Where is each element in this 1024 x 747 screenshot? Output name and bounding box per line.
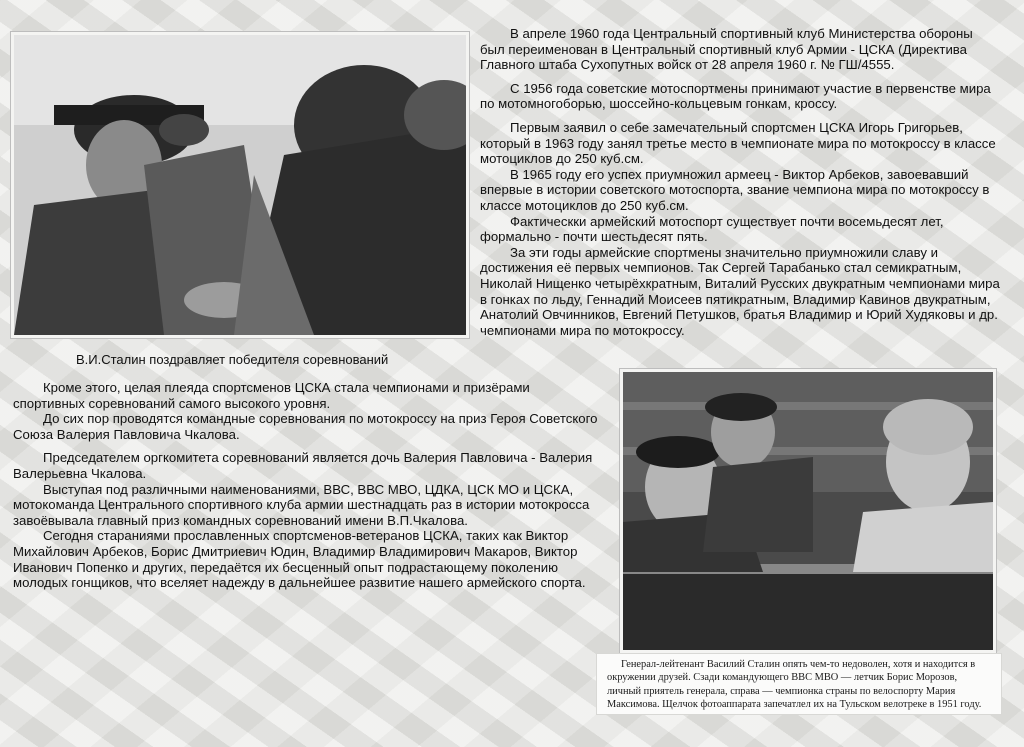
text-block-right (480, 26, 1000, 338)
paragraph: Председателем оргкомитета соревнований является дочь Валерия Павловича - Валерия Валерьевна Чкалова. (13, 450, 593, 481)
archival-photo-icon (623, 372, 993, 650)
text-block-left (13, 380, 599, 591)
paragraph: Кроме этого, целая плеяда спортсменов ЦСКА стала чемпионами и призёрами спортивных соревнований самого высокого уровня. (13, 380, 530, 411)
paragraph: Сегодня стараниями прославленных спортсменов-ветеранов ЦСКА, таких как Виктор Михайлович Арбеков, Борис Дмитриевич Юдин, Владимир Владимирович Макаров, Виктор Иванович Попенко и других, передаётся их бесценный опыт подрастающему поколению молодых гонщиков, что вселяет надежду в дальнейшее развитие нашего армейского спорта. (13, 528, 586, 591)
paragraph: С 1956 года советские мотоспортмены принимают участие в первенстве мира по мотомногоборью, шоссейно-кольцевым гонкам, кроссу. (480, 80, 991, 112)
paragraph: Фактическки армейский мотоспорт существует почти восемьдесят лет, формально - почти шестьдесят пять. (480, 213, 944, 245)
photo-stalin-congratulating (11, 32, 469, 338)
paragraph: Выступая под различными наименованиями, ВВС, ВВС МВО, ЦДКА, ЦСК МО и ЦСКА, мотокоманда Центрального спортивного клуба армии шестнадцать раз в истории мотокросса завоёвывала главный приз командных соревнований имени В.П.Чкалова. (13, 481, 590, 528)
photo-velodrome-spectators (620, 369, 996, 653)
photo-caption: Генерал-лейтенант Василий Сталин опять чем-то недоволен, хотя и находится в окружении друзей. Сзади командующего ВВС МВО — летчик Борис Морозов, личный приятель генерала, справа — чемпионка страны по велоспорту Мария Максимова. Щелчок фотоаппарата запечатлел их на Тульском велотреке в 1951 году. (607, 659, 982, 711)
paragraph: Первым заявил о себе замечательный спортсмен ЦСКА Игорь Григорьев, который в 1963 году занял третье место в чемпионате мира по мотокроссу в классе мотоциклов до 250 куб.см. (480, 119, 996, 167)
paragraph: До сих пор проводятся командные соревнования по мотокроссу на приз Героя Советского Союза Валерия Павловича Чкалова. (13, 411, 598, 442)
paragraph: За эти годы армейские спортмены значительно приумножили славу и достижения её первых чемпионов. Так Сергей Тарабанько стал семикратным, Николай Нищенко четырёхкратным, Виталий Русских двукратным чемпионами мира в гонках по льду, Геннадий Моисеев пятикратным, Владимир Кавинов двукратным, Анатолий Овчинников, Евгений Петушков, братья Владимир и Юрий Худяковы и др. чемпионами мира по мотокроссу. (480, 244, 1000, 338)
archival-photo-icon (14, 35, 466, 335)
photo-caption: В.И.Сталин поздравляет победителя соревнований (76, 352, 389, 367)
paragraph: В апреле 1960 года Центральный спортивный клуб Министерства обороны был переименован в Центральный спортивный клуб Армии - ЦСКА (Директива Главного штаба Сухопутных войск от 28 апреля 1960 г. № ГШ/4555. (480, 26, 973, 73)
paragraph: В 1965 году его успех приумножил армеец - Виктор Арбеков, завоевавший впервые в истории советского мотоспорта, звание чемпиона мира по мотокроссу в классе мотоциклов до 250 куб.см. (480, 166, 990, 213)
photo-caption-box (596, 653, 1002, 715)
